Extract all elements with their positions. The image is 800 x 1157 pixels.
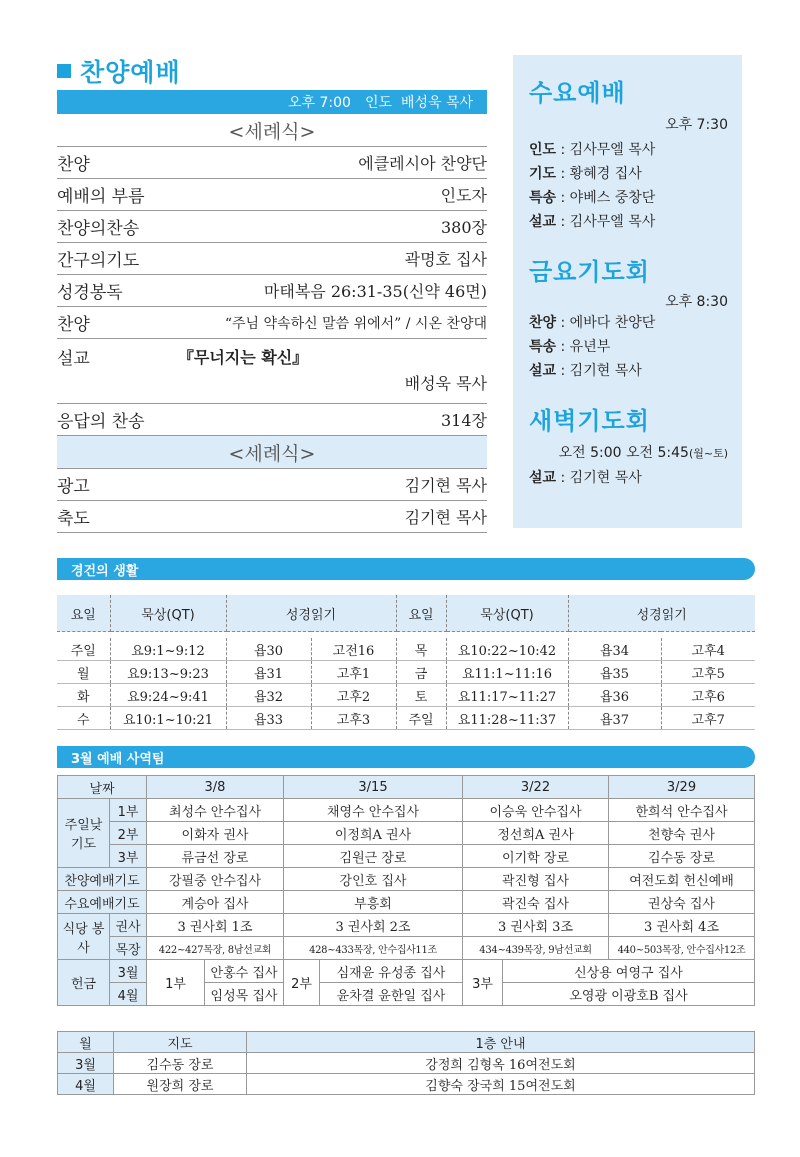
reading-cell: 고후4 bbox=[661, 638, 755, 661]
team-cell: 이기학 장로 bbox=[463, 845, 609, 868]
reading-cell: 욥35 bbox=[568, 661, 661, 684]
team-cell: 김원근 장로 bbox=[284, 845, 463, 868]
team-cell: 채영수 안수집사 bbox=[284, 799, 463, 822]
order-row bbox=[57, 243, 487, 275]
order-row bbox=[57, 179, 487, 211]
offering-part: 1부 bbox=[147, 960, 205, 1006]
reading-cell: 욥33 bbox=[226, 707, 311, 730]
baptism-label: <세례식> bbox=[57, 114, 487, 147]
order-row bbox=[57, 307, 487, 339]
day-cell: 화 bbox=[57, 684, 110, 707]
usher-cell: 강정희 김형옥 16여전도회 bbox=[247, 1053, 755, 1074]
fri-line: 설교 : 김기현 목사 bbox=[529, 363, 642, 379]
baptism-label: <세례식> bbox=[57, 436, 487, 469]
team-cell: 부흥회 bbox=[284, 891, 463, 914]
col-header: 요일 bbox=[57, 595, 110, 632]
reading-cell: 욥37 bbox=[568, 707, 661, 730]
dawn-service-time: 오전 5:00 오전 5:45(월~토) bbox=[558, 445, 728, 461]
team-cell: 이정희A 권사 bbox=[284, 822, 463, 845]
reading-cell: 욥32 bbox=[226, 684, 311, 707]
reading-cell: 고후6 bbox=[661, 684, 755, 707]
fri-line: 특송 : 유년부 bbox=[529, 339, 611, 355]
team-cell: 윤차결 윤한일 집사 bbox=[320, 983, 463, 1006]
order-label: 성경봉독 bbox=[57, 283, 123, 303]
day-cell: 목 bbox=[396, 638, 446, 661]
team-cell: 434~439목장, 9남선교회 bbox=[463, 937, 609, 960]
table-row bbox=[57, 661, 755, 684]
team-cell: 한희석 안수집사 bbox=[609, 799, 755, 822]
team-cell: 김수동 장로 bbox=[609, 845, 755, 868]
col-header: 묵상(QT) bbox=[110, 595, 226, 632]
order-row bbox=[57, 501, 487, 533]
date-header: 3/29 bbox=[609, 776, 755, 799]
team-cell: 3 권사회 3조 bbox=[463, 914, 609, 937]
order-label: 찬양 bbox=[57, 315, 90, 335]
day-cell: 주일 bbox=[57, 638, 110, 661]
team-cell: 심재윤 유성종 집사 bbox=[320, 960, 463, 983]
table-row bbox=[58, 799, 755, 822]
col-header: 요일 bbox=[396, 595, 446, 632]
reading-cell: 고후2 bbox=[311, 684, 396, 707]
order-value: 김기현 목사 bbox=[404, 508, 487, 527]
square-bullet-icon bbox=[57, 64, 71, 78]
table-row bbox=[58, 914, 755, 937]
wed-service-time: 오후 7:30 bbox=[665, 117, 728, 133]
service-team-table bbox=[57, 775, 755, 1006]
order-value: 인도자 bbox=[440, 186, 487, 205]
row-category: 찬양예배기도 bbox=[58, 868, 147, 891]
service-team-heading: 3월 예배 사역팀 bbox=[57, 746, 755, 768]
fri-service-title: 금요기도회 bbox=[529, 258, 650, 286]
table-row bbox=[58, 1074, 755, 1095]
row-category: 식당 봉사 bbox=[58, 914, 110, 960]
team-cell: 이화자 권사 bbox=[147, 822, 284, 845]
team-cell: 신상용 여영구 집사 bbox=[503, 960, 755, 983]
table-row bbox=[58, 822, 755, 845]
guide-cell: 김수동 장로 bbox=[114, 1053, 247, 1074]
qt-cell: 요10:1~10:21 bbox=[110, 707, 226, 730]
order-label: 응답의 찬송 bbox=[57, 412, 145, 432]
praise-worship-title: 찬양예배 bbox=[80, 58, 181, 87]
team-cell: 곽진숙 집사 bbox=[463, 891, 609, 914]
section-title bbox=[57, 55, 487, 87]
team-cell: 권상숙 집사 bbox=[609, 891, 755, 914]
order-row bbox=[57, 275, 487, 307]
order-label: 축도 bbox=[57, 509, 90, 529]
row-category: 수요예배기도 bbox=[58, 891, 147, 914]
table-row bbox=[58, 868, 755, 891]
order-label: 간구의기도 bbox=[57, 251, 140, 271]
order-row bbox=[57, 147, 487, 179]
dawn-service-title: 새벽기도회 bbox=[529, 407, 650, 435]
date-header: 3/8 bbox=[147, 776, 284, 799]
team-cell: 이승욱 안수집사 bbox=[463, 799, 609, 822]
table-row bbox=[58, 845, 755, 868]
team-cell: 계승아 집사 bbox=[147, 891, 284, 914]
worship-time-bar bbox=[57, 90, 487, 114]
weekday-services-panel bbox=[513, 55, 742, 528]
table-row bbox=[58, 1053, 755, 1074]
day-cell: 금 bbox=[396, 661, 446, 684]
worship-time: 오후 7:00 bbox=[288, 95, 351, 111]
offering-part: 3부 bbox=[463, 960, 503, 1006]
reading-cell: 욥36 bbox=[568, 684, 661, 707]
month-cell: 3월 bbox=[58, 1053, 114, 1074]
sermon-label: 설교 bbox=[57, 348, 90, 369]
order-row bbox=[57, 469, 487, 501]
order-value: “주님 약속하신 말씀 위에서” / 시온 찬양대 bbox=[224, 315, 487, 332]
fri-service-time: 오후 8:30 bbox=[665, 294, 728, 310]
col-header: 성경읽기 bbox=[226, 595, 396, 632]
team-cell: 440~503목장, 안수집사12조 bbox=[609, 937, 755, 960]
day-cell: 주일 bbox=[396, 707, 446, 730]
table-row bbox=[57, 684, 755, 707]
reading-cell: 욥31 bbox=[226, 661, 311, 684]
praise-worship-order bbox=[57, 55, 487, 533]
col-header: 성경읽기 bbox=[568, 595, 755, 632]
team-cell: 강인호 집사 bbox=[284, 868, 463, 891]
order-label: 광고 bbox=[57, 477, 90, 497]
team-cell: 3 권사회 4조 bbox=[609, 914, 755, 937]
team-cell: 422~427목장, 8남선교회 bbox=[147, 937, 284, 960]
month-cell: 4월 bbox=[58, 1074, 114, 1095]
qt-cell: 요10:22~10:42 bbox=[446, 638, 568, 661]
reading-cell: 고후3 bbox=[311, 707, 396, 730]
dawn-line: 설교 : 김기현 목사 bbox=[529, 470, 642, 486]
order-row bbox=[57, 404, 487, 436]
team-cell: 강필중 안수집사 bbox=[147, 868, 284, 891]
table-row bbox=[57, 707, 755, 730]
row-subcategory: 4월 bbox=[110, 983, 147, 1006]
usher-cell: 김향숙 장국희 15여전도회 bbox=[247, 1074, 755, 1095]
team-cell: 임성목 집사 bbox=[205, 983, 284, 1006]
col-header: 월 bbox=[58, 1032, 114, 1053]
row-subcategory: 1부 bbox=[110, 799, 147, 822]
date-header: 날짜 bbox=[58, 776, 147, 799]
team-cell: 오영광 이광호B 집사 bbox=[503, 983, 755, 1006]
team-cell: 안홍수 집사 bbox=[205, 960, 284, 983]
reading-cell: 고후7 bbox=[661, 707, 755, 730]
sermon-title: 『무너지는 확신』 bbox=[177, 347, 309, 367]
order-value: 곽명호 집사 bbox=[404, 250, 487, 269]
order-row bbox=[57, 211, 487, 243]
reading-cell: 고전16 bbox=[311, 638, 396, 661]
row-subcategory: 목장 bbox=[110, 937, 147, 960]
date-header: 3/22 bbox=[463, 776, 609, 799]
order-value: 314장 bbox=[441, 411, 487, 430]
col-header: 1층 안내 bbox=[247, 1032, 755, 1053]
team-cell: 3 권사회 1조 bbox=[147, 914, 284, 937]
row-category: 헌금 bbox=[58, 960, 110, 1006]
guide-cell: 원장희 장로 bbox=[114, 1074, 247, 1095]
reading-cell: 욥34 bbox=[568, 638, 661, 661]
sermon-row bbox=[57, 339, 487, 404]
order-label: 예배의 부름 bbox=[57, 187, 145, 207]
qt-cell: 요9:1~9:12 bbox=[110, 638, 226, 661]
team-cell: 곽진형 집사 bbox=[463, 868, 609, 891]
table-row bbox=[58, 891, 755, 914]
wed-line: 설교 : 김사무엘 목사 bbox=[529, 214, 656, 230]
guide-table bbox=[57, 1031, 755, 1095]
qt-cell: 요11:17~11:27 bbox=[446, 684, 568, 707]
table-row bbox=[57, 638, 755, 661]
wed-line: 인도 : 김사무엘 목사 bbox=[529, 142, 656, 158]
fri-line: 찬양 : 에바다 찬양단 bbox=[529, 315, 656, 331]
offering-part: 2부 bbox=[284, 960, 320, 1006]
devotional-table bbox=[57, 595, 755, 730]
team-cell: 류금선 장로 bbox=[147, 845, 284, 868]
wed-line: 기도 : 황혜경 집사 bbox=[529, 166, 642, 182]
team-cell: 천향숙 권사 bbox=[609, 822, 755, 845]
team-cell: 여전도회 헌신예배 bbox=[609, 868, 755, 891]
table-row bbox=[58, 960, 755, 983]
team-cell: 428~433목장, 안수집사11조 bbox=[284, 937, 463, 960]
qt-cell: 요9:13~9:23 bbox=[110, 661, 226, 684]
order-label: 찬양 bbox=[57, 155, 90, 175]
order-value: 김기현 목사 bbox=[404, 476, 487, 495]
col-header: 지도 bbox=[114, 1032, 247, 1053]
reading-cell: 고후1 bbox=[311, 661, 396, 684]
table-row bbox=[58, 937, 755, 960]
day-cell: 월 bbox=[57, 661, 110, 684]
row-category: 주일낮 기도 bbox=[58, 799, 110, 868]
worship-leader: 인도 배성욱 목사 bbox=[364, 95, 473, 111]
row-subcategory: 권사 bbox=[110, 914, 147, 937]
row-subcategory: 3월 bbox=[110, 960, 147, 983]
date-header: 3/15 bbox=[284, 776, 463, 799]
devotional-life-heading: 경건의 생활 bbox=[57, 558, 755, 580]
row-subcategory: 3부 bbox=[110, 845, 147, 868]
sermon-speaker: 배성욱 목사 bbox=[404, 374, 487, 393]
qt-cell: 요11:1~11:16 bbox=[446, 661, 568, 684]
order-value: 380장 bbox=[441, 218, 487, 237]
team-cell: 최성수 안수집사 bbox=[147, 799, 284, 822]
day-cell: 토 bbox=[396, 684, 446, 707]
qt-cell: 요11:28~11:37 bbox=[446, 707, 568, 730]
team-cell: 3 권사회 2조 bbox=[284, 914, 463, 937]
row-subcategory: 2부 bbox=[110, 822, 147, 845]
day-cell: 수 bbox=[57, 707, 110, 730]
order-value: 에클레시아 찬양단 bbox=[358, 154, 487, 173]
qt-cell: 요9:24~9:41 bbox=[110, 684, 226, 707]
wed-service-title: 수요예배 bbox=[529, 79, 626, 107]
wed-line: 특송 : 야베스 중창단 bbox=[529, 190, 656, 206]
order-value: 마태복음 26:31-35(신약 46면) bbox=[263, 282, 487, 301]
col-header: 묵상(QT) bbox=[446, 595, 568, 632]
reading-cell: 욥30 bbox=[226, 638, 311, 661]
order-label: 찬양의찬송 bbox=[57, 219, 140, 239]
reading-cell: 고후5 bbox=[661, 661, 755, 684]
team-cell: 정선희A 권사 bbox=[463, 822, 609, 845]
